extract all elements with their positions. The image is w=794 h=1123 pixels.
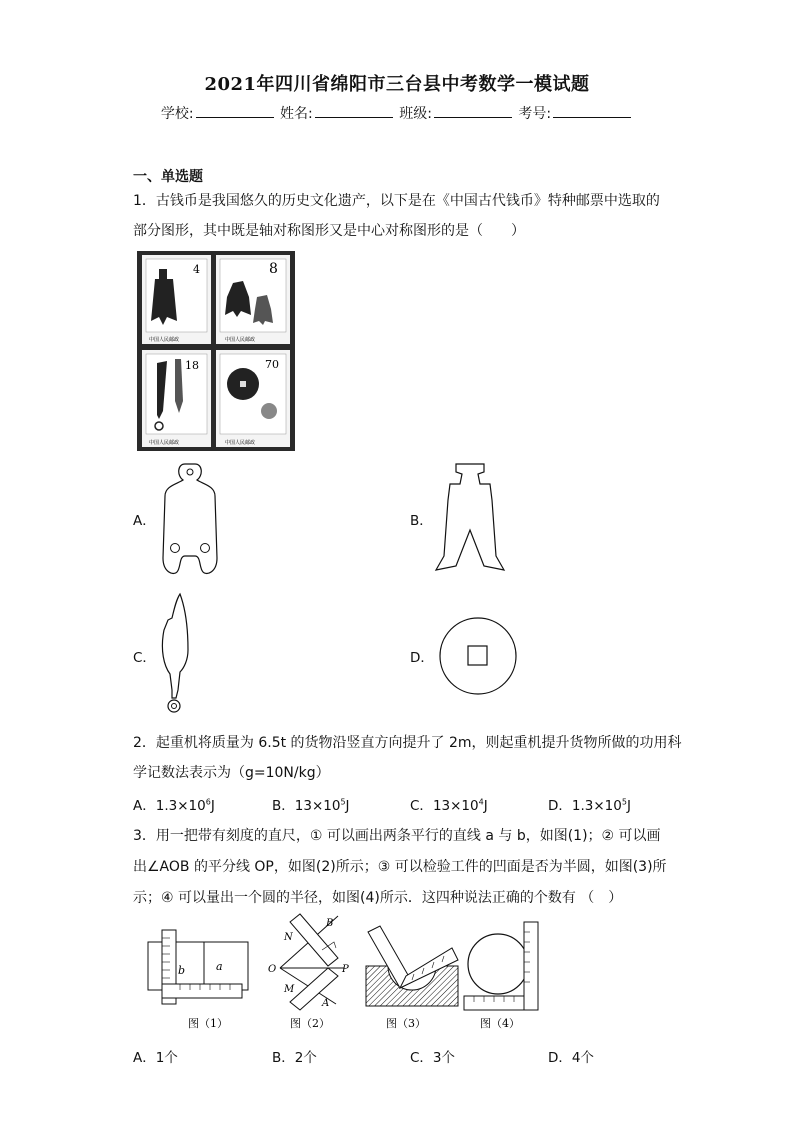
stamps-image xyxy=(137,251,295,451)
q1-line1: 1．古钱币是我国悠久的历史文化遗产，以下是在《中国古代钱币》特种邮票中选取的 xyxy=(133,193,660,209)
fig3-caption: 图（3） xyxy=(386,1017,426,1030)
stamp-3-issuer: 中国人民邮政 xyxy=(149,440,180,446)
q1-option-c-label[interactable]: C． xyxy=(133,650,156,666)
fig2-label-A: A xyxy=(322,998,330,1009)
figure-3 xyxy=(366,926,458,1030)
number-blank[interactable] xyxy=(553,105,631,118)
stamp-2-issuer: 中国人民邮政 xyxy=(225,337,256,343)
q3-option-b[interactable]: B．2个 xyxy=(272,1050,317,1066)
q2-line1: 2．起重机将质量为 6.5t 的货物沿竖直方向提升了 2m，则起重机提升货物所做的功用科 xyxy=(133,735,682,751)
stamp-3-value: 18 xyxy=(185,359,199,372)
q2-option-a-label: A． xyxy=(133,798,156,814)
q2-option-c-unit: J xyxy=(483,798,488,814)
q3-option-c[interactable]: C．3个 xyxy=(410,1050,456,1066)
class-blank[interactable] xyxy=(434,105,512,118)
school-blank[interactable] xyxy=(196,105,274,118)
coin-c-figure xyxy=(158,590,198,720)
name-blank[interactable] xyxy=(315,105,393,118)
fig1-caption: 图（1） xyxy=(188,1017,228,1030)
q3-line1: 3．用一把带有刻度的直尺，① 可以画出两条平行的直线 a 与 b，如图(1)；② 可以画 xyxy=(133,828,661,844)
coin-b-figure xyxy=(434,460,506,575)
q2-option-d[interactable] xyxy=(548,794,631,814)
q2-option-c[interactable] xyxy=(410,794,488,814)
q2-option-d-value: 1.3×10 xyxy=(571,798,622,814)
class-label: 班级: xyxy=(399,106,432,122)
q2-option-b-label: B． xyxy=(272,798,295,814)
q3-line2: 出∠AOB 的平分线 OP，如图(2)所示；③ 可以检验工件的凹面是否为半圆，如图(3)所 xyxy=(133,859,667,875)
stamp-2 xyxy=(216,255,290,344)
figure-2 xyxy=(268,914,349,1030)
q2-option-b[interactable] xyxy=(272,794,350,814)
q2-option-a-value: 1.3×10 xyxy=(155,798,206,814)
figure-4 xyxy=(464,922,538,1030)
q1-option-d-label[interactable]: D． xyxy=(410,650,434,666)
q1-option-a-label[interactable]: A． xyxy=(133,513,156,529)
name-label: 姓名: xyxy=(280,106,313,122)
q2-option-d-unit: J xyxy=(626,798,631,814)
fig2-caption: 图（2） xyxy=(290,1017,330,1030)
fig2-label-N: N xyxy=(284,932,293,943)
q2-option-c-exp: 4 xyxy=(478,797,484,807)
q2-option-d-exp: 5 xyxy=(621,797,627,807)
q3-figures xyxy=(140,912,560,1037)
section-heading: 一、单选题 xyxy=(133,169,203,185)
fig2-label-M: M xyxy=(284,984,295,995)
q2-option-c-value: 13×10 xyxy=(432,798,479,814)
q3-option-d[interactable]: D．4个 xyxy=(548,1050,594,1066)
q2-option-c-label: C． xyxy=(410,798,433,814)
q2-line2: 学记数法表示为（g=10N/kg） xyxy=(133,765,330,781)
fig1-label-a: a xyxy=(216,960,223,973)
q1-option-b-label[interactable]: B． xyxy=(410,513,433,529)
q2-option-b-value: 13×10 xyxy=(294,798,341,814)
student-info-line xyxy=(0,103,794,123)
q2-option-b-unit: J xyxy=(345,798,350,814)
fig2-label-O: O xyxy=(268,964,277,975)
stamp-4-value: 70 xyxy=(265,358,279,371)
stamp-3 xyxy=(142,350,211,447)
stamp-1-value: 4 xyxy=(193,263,200,276)
q2-option-d-label: D． xyxy=(548,798,572,814)
coin-a-figure xyxy=(155,460,225,580)
fig2-label-P: P xyxy=(342,964,349,975)
number-label: 考号: xyxy=(518,106,552,122)
school-label: 学校: xyxy=(160,106,194,122)
q1-line2: 部分图形，其中既是轴对称图形又是中心对称图形的是（ ） xyxy=(133,223,525,239)
q3-line3: 示；④ 可以量出一个圆的半径，如图(4)所示．这四种说法正确的个数有 （ ） xyxy=(133,890,623,906)
figure-1 xyxy=(148,930,248,1030)
fig1-label-b: b xyxy=(178,964,186,977)
q2-option-a-unit: J xyxy=(210,798,215,814)
stamp-1-issuer: 中国人民邮政 xyxy=(149,337,180,343)
fig4-caption: 图（4） xyxy=(480,1017,520,1030)
q2-option-a[interactable] xyxy=(133,794,215,814)
stamp-2-value: 8 xyxy=(269,261,278,277)
fig2-label-B: B xyxy=(326,918,334,929)
q2-option-a-exp: 6 xyxy=(205,797,211,807)
coin-d-figure xyxy=(437,615,521,699)
stamp-4-issuer: 中国人民邮政 xyxy=(225,440,256,446)
stamp-1 xyxy=(142,255,211,344)
q2-option-b-exp: 5 xyxy=(340,797,346,807)
q3-option-a[interactable]: A．1个 xyxy=(133,1050,178,1066)
stamp-4 xyxy=(216,350,290,447)
page-title: 2021年四川省绵阳市三台县中考数学一模试题 xyxy=(204,74,590,95)
